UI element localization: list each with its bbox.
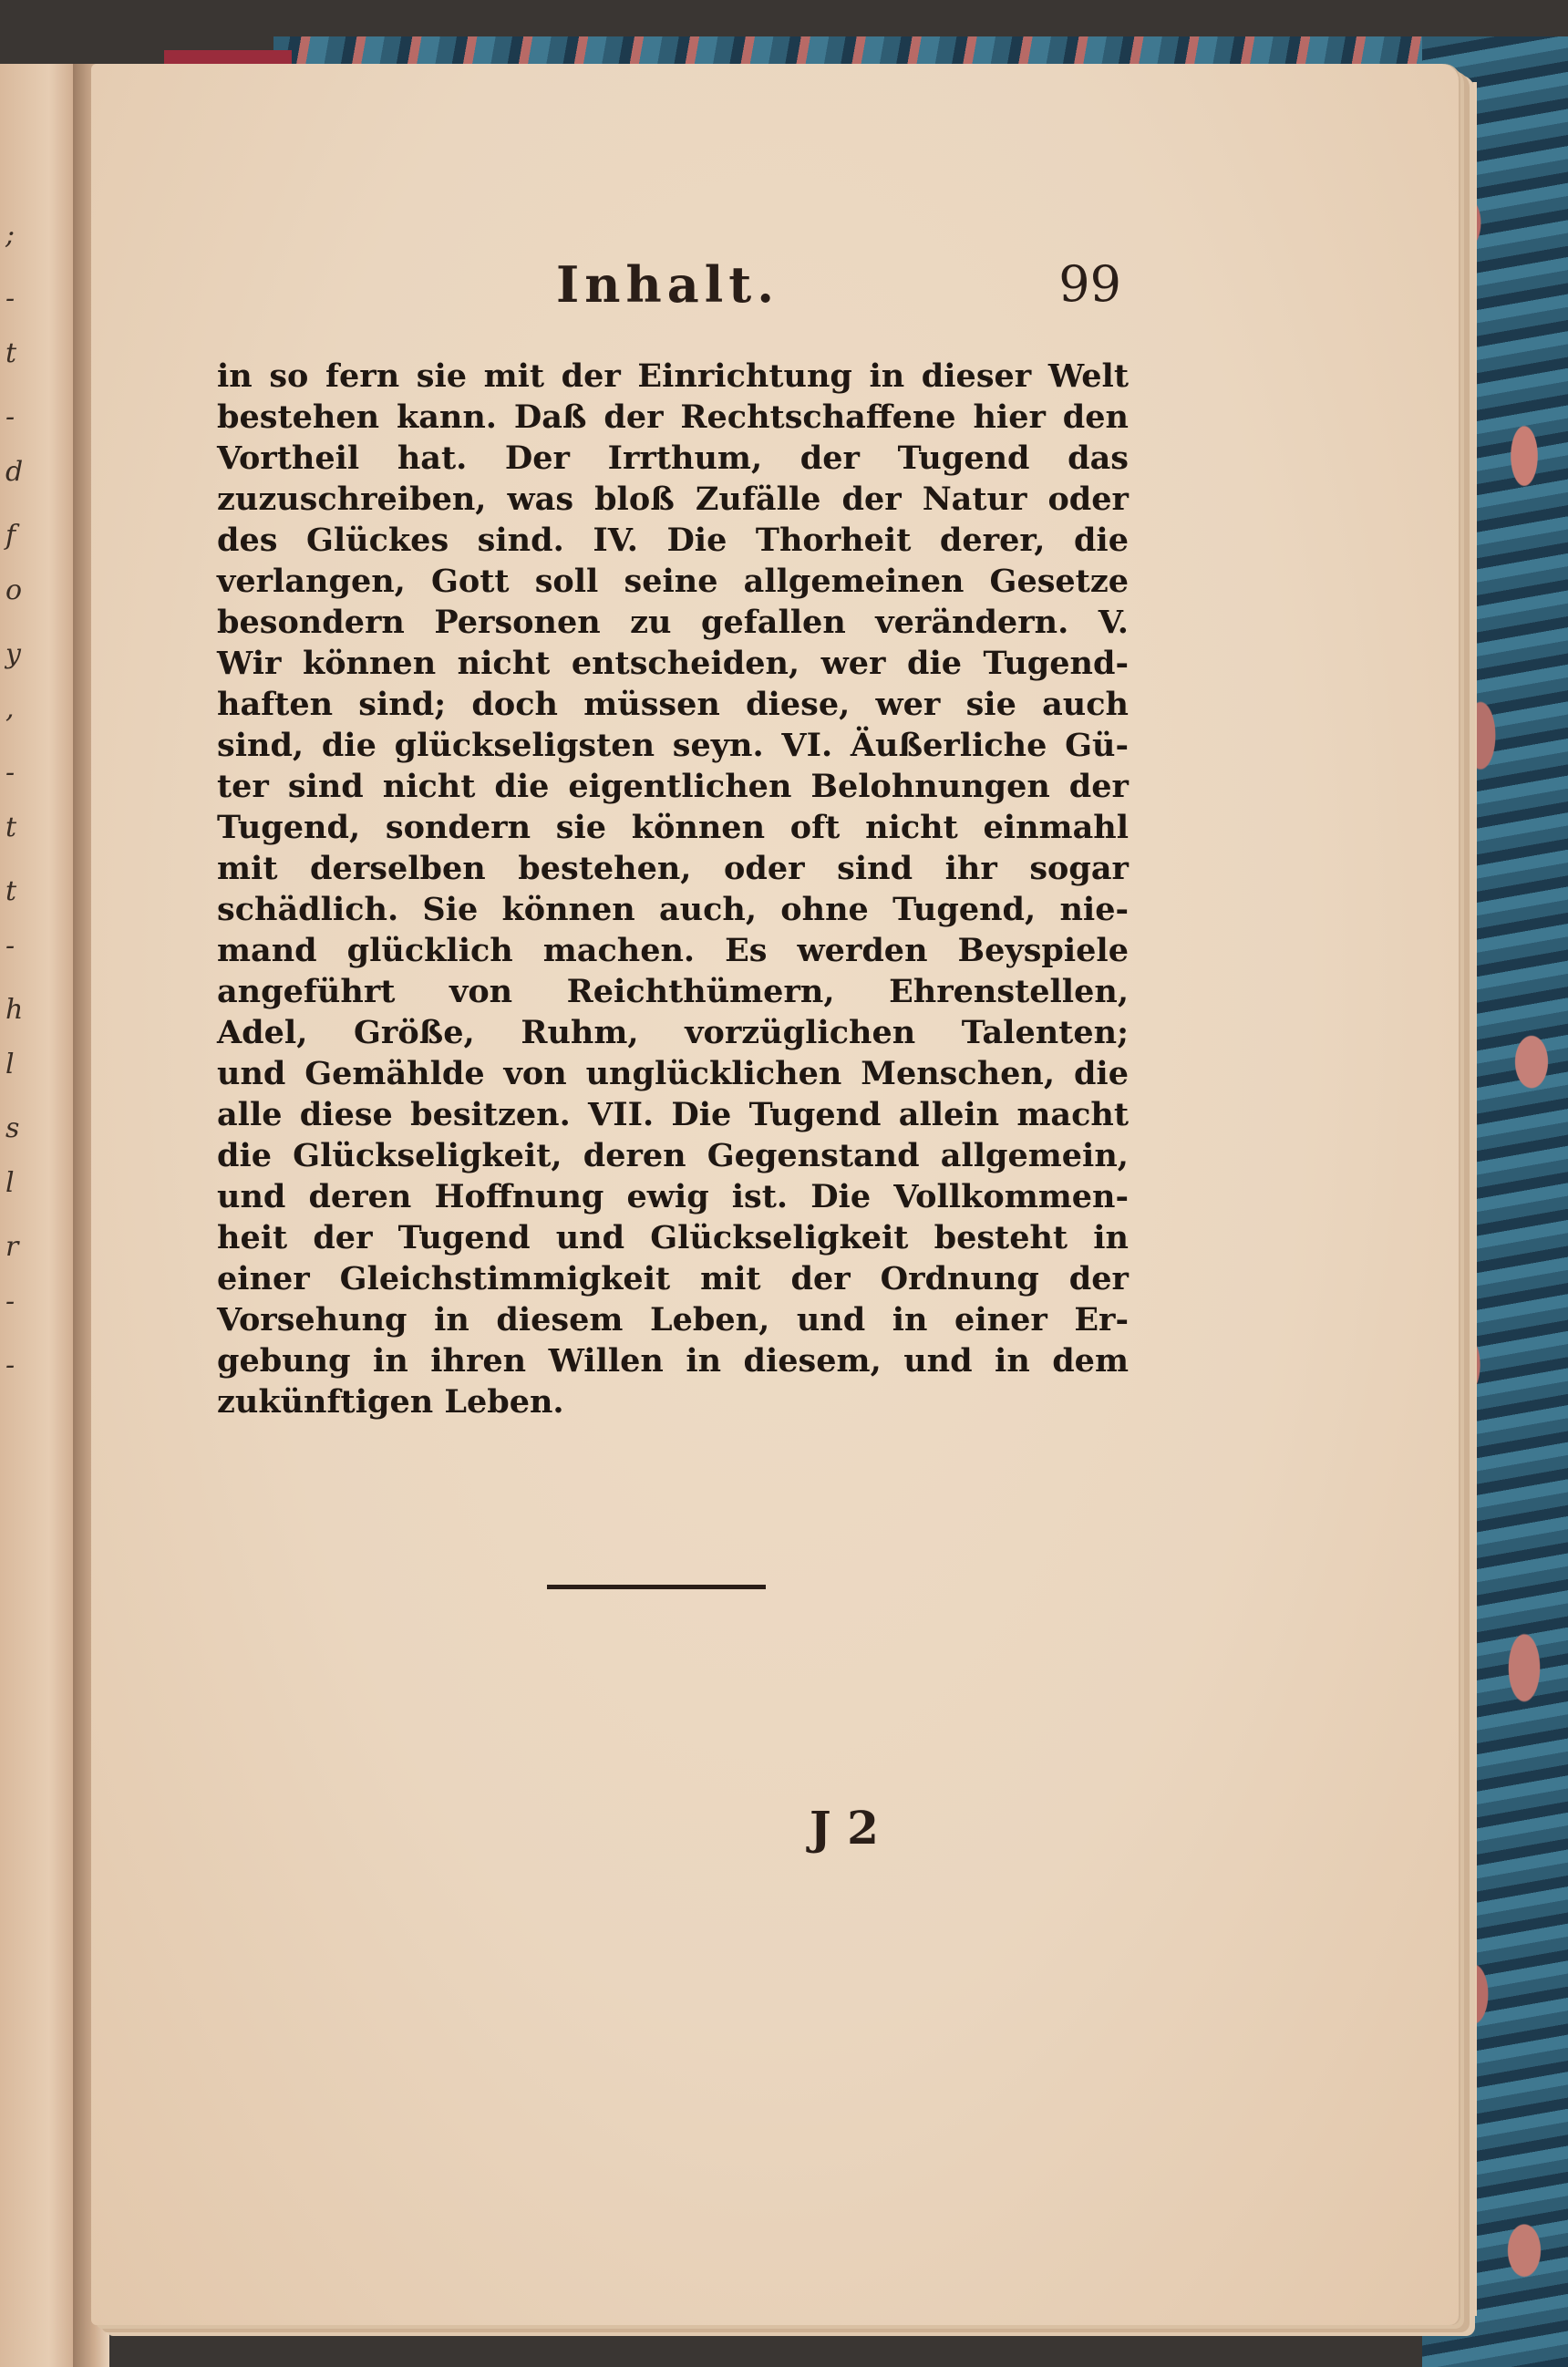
text-line: des Glückes sind. IV. Die Thorheit derer, die bbox=[217, 522, 1129, 559]
margin-char: t bbox=[5, 875, 17, 907]
text-line: besondern Personen zu gefallen verändern. V. bbox=[217, 604, 1129, 641]
margin-char: - bbox=[5, 1349, 15, 1381]
signature-mark: J 2 bbox=[810, 1801, 879, 1855]
text-line: einer Gleichstimmigkeit mit der Ordnung der bbox=[217, 1260, 1129, 1297]
margin-char: - bbox=[5, 757, 15, 789]
text-line: Wir können nicht entscheiden, wer die Tugend- bbox=[217, 645, 1129, 682]
left-page bbox=[0, 64, 82, 2367]
margin-char: - bbox=[5, 930, 15, 962]
text-line: mand glücklich machen. Es werden Beyspiele bbox=[217, 932, 1129, 969]
running-head: Inhalt. bbox=[556, 255, 780, 314]
text-line: haften sind; doch müssen diese, wer sie auch bbox=[217, 686, 1129, 723]
text-line: schädlich. Sie können auch, ohne Tugend, nie- bbox=[217, 891, 1129, 928]
text-line: die Glückseligkeit, deren Gegenstand allgemein, bbox=[217, 1137, 1129, 1174]
text-line: Vorsehung in diesem Leben, und in einer Er- bbox=[217, 1301, 1129, 1339]
margin-char: t bbox=[5, 811, 17, 843]
body-text bbox=[217, 356, 1129, 1422]
text-line: angeführt von Reichthümern, Ehrenstellen, bbox=[217, 973, 1129, 1010]
margin-char: o bbox=[5, 574, 23, 606]
text-line: ter sind nicht die eigentlichen Belohnungen der bbox=[217, 768, 1129, 805]
margin-char: - bbox=[5, 283, 15, 315]
text-line: zuzuschreiben, was bloß Zufälle der Natur oder bbox=[217, 481, 1129, 518]
margin-char: l bbox=[5, 1167, 15, 1199]
text-line: in so fern sie mit der Einrichtung in dieser Welt bbox=[217, 357, 1129, 395]
margin-char: l bbox=[5, 1049, 15, 1080]
text-line: verlangen, Gott soll seine allgemeinen Gesetze bbox=[217, 563, 1129, 600]
margin-char: r bbox=[5, 1231, 19, 1263]
margin-char: y bbox=[5, 638, 21, 670]
text-line: gebung in ihren Willen in diesem, und in dem bbox=[217, 1342, 1129, 1380]
text-line: alle diese besitzen. VII. Die Tugend allein macht bbox=[217, 1096, 1129, 1133]
margin-char: - bbox=[5, 1286, 15, 1318]
text-line: sind, die glückseligsten seyn. VI. Äußerliche Gü- bbox=[217, 727, 1129, 764]
left-page-margin bbox=[0, 64, 82, 2367]
margin-char: t bbox=[5, 337, 17, 369]
text-line: mit derselben bestehen, oder sind ihr sogar bbox=[217, 850, 1129, 887]
margin-char: d bbox=[5, 456, 24, 488]
margin-char: s bbox=[5, 1112, 20, 1144]
text-line: Tugend, sondern sie können oft nicht einmahl bbox=[217, 809, 1129, 846]
text-line: und Gemählde von unglücklichen Menschen, die bbox=[217, 1055, 1129, 1092]
margin-char: h bbox=[5, 994, 24, 1026]
text-line: Vortheil hat. Der Irrthum, der Tugend das bbox=[217, 439, 1129, 477]
text-line: Adel, Größe, Ruhm, vorzüglichen Talenten; bbox=[217, 1014, 1129, 1051]
text-line: zukünftigen Leben. bbox=[217, 1383, 564, 1421]
margin-char: ; bbox=[5, 219, 15, 251]
text-line: und deren Hoffnung ewig ist. Die Vollkommen- bbox=[217, 1178, 1129, 1215]
margin-char: , bbox=[5, 693, 15, 725]
text-line: bestehen kann. Daß der Rechtschaffene hier den bbox=[217, 398, 1129, 436]
text-line: heit der Tugend und Glückseligkeit besteht in bbox=[217, 1219, 1129, 1256]
page-header bbox=[556, 255, 1121, 319]
margin-char: f bbox=[5, 520, 16, 552]
margin-char: - bbox=[5, 401, 15, 433]
page-number: 99 bbox=[1058, 255, 1121, 313]
section-rule bbox=[547, 1585, 766, 1589]
